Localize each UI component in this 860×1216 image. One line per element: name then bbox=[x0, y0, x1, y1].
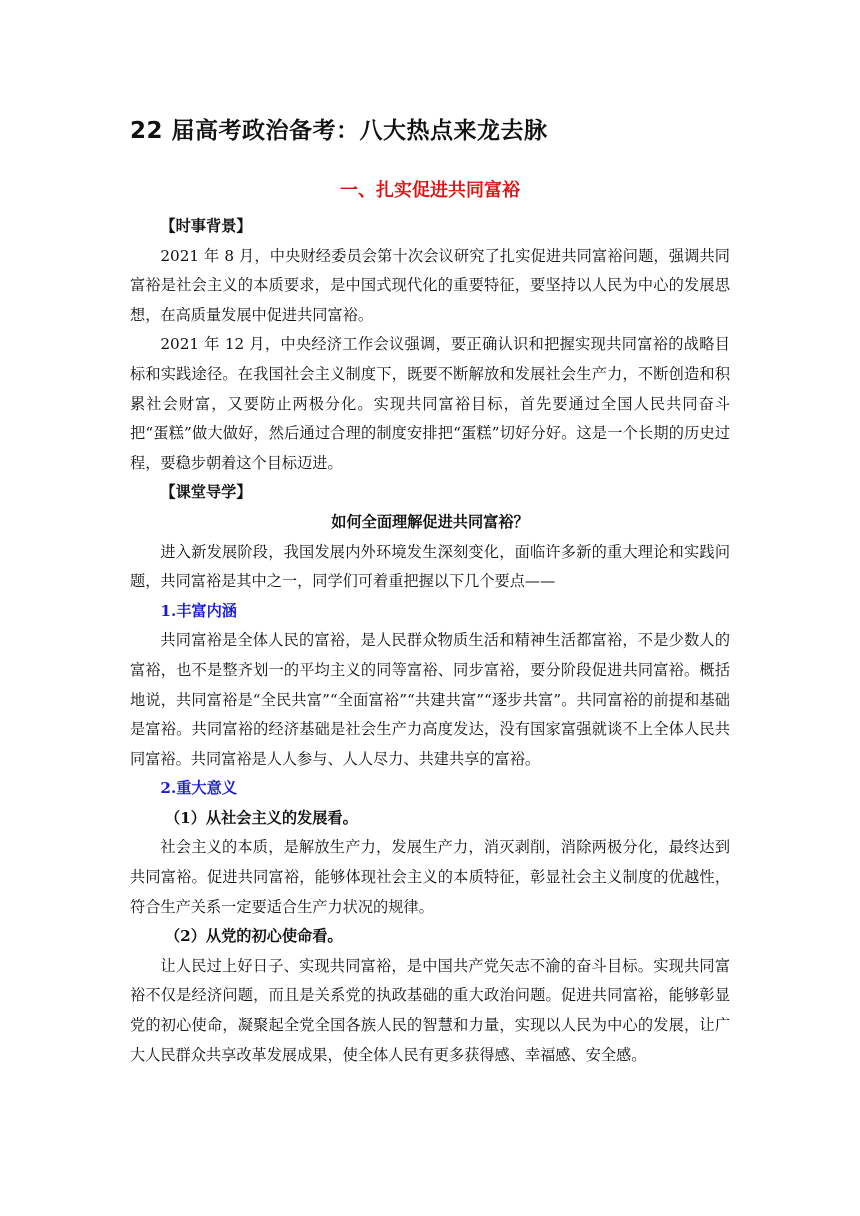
background-paragraph-1: 2021 年 8 月，中央财经委员会第十次会议研究了扎实促进共同富裕问题，强调共同富裕是社会主义的本质要求，是中国式现代化的重要特征，要坚持以人民为中心的发展思想，在高质量发展中促进共同富裕。 bbox=[130, 246, 730, 324]
guide-label: 【课堂导学】 bbox=[160, 483, 252, 502]
sub2-heading: （2）从党的初心使命看。 bbox=[164, 927, 343, 946]
background-label: 【时事背景】 bbox=[160, 217, 252, 235]
document-title: 22 届高考政治备考：八大热点来龙去脉 bbox=[130, 118, 548, 144]
document-body bbox=[130, 212, 730, 1070]
guide-question: 如何全面理解促进共同富裕？ bbox=[331, 512, 529, 531]
point1-text: 共同富裕是全体人民的富裕，是人民群众物质生活和精神生活都富裕，不是少数人的富裕，也不是整齐划一的平均主义的同等富裕、同步富裕，要分阶段促进共同富裕。概括地说，共同富裕是“全民共富”“全面富裕”“共建共富”“逐步共富”。共同富裕的前提和基础是富裕。共同富裕的经济基础是社会生产力高度发达，没有国家富强就谈不上全体人民共同富裕。共同富裕是人人参与、人人尽力、共建共享的富裕。 bbox=[130, 631, 730, 768]
sub1-text: 社会主义的本质，是解放生产力，发展生产力，消灭剥削，消除两极分化，最终达到共同富裕。促进共同富裕，能够体现社会主义的本质特征，彰显社会主义制度的优越性，符合生产关系一定要适合生产力状况的规律。 bbox=[130, 838, 730, 916]
point2-heading: 2.重大意义 bbox=[160, 779, 237, 798]
section-title: 一、扎实促进共同富裕 bbox=[340, 180, 520, 201]
background-paragraph-2: 2021 年 12 月，中央经济工作会议强调，要正确认识和把握实现共同富裕的战略目标和实践途径。在我国社会主义制度下，既要不断解放和发展社会生产力，不断创造和积累社会财富，又要防止两极分化。实现共同富裕目标，首先要通过全国人民共同奋斗把“蛋糕”做大做好，然后通过合理的制度安排把“蛋糕”切好分好。这是一个长期的历史过程，要稳步朝着这个目标迈进。 bbox=[130, 335, 730, 472]
guide-intro: 进入新发展阶段，我国发展内外环境发生深刻变化，面临许多新的重大理论和实践问题，共同富裕是其中之一，同学们可着重把握以下几个要点—— bbox=[130, 542, 730, 591]
sub2-text: 让人民过上好日子、实现共同富裕，是中国共产党矢志不渝的奋斗目标。实现共同富裕不仅是经济问题，而且是关系党的执政基础的重大政治问题。促进共同富裕，能够彰显党的初心使命，凝聚起全党全国各族人民的智慧和力量，实现以人民为中心的发展，让广大人民群众共享改革发展成果，使全体人民有更多获得感、幸福感、安全感。 bbox=[130, 956, 730, 1064]
sub1-heading: （1）从社会主义的发展看。 bbox=[164, 808, 358, 827]
point1-heading: 1.丰富内涵 bbox=[160, 601, 237, 620]
